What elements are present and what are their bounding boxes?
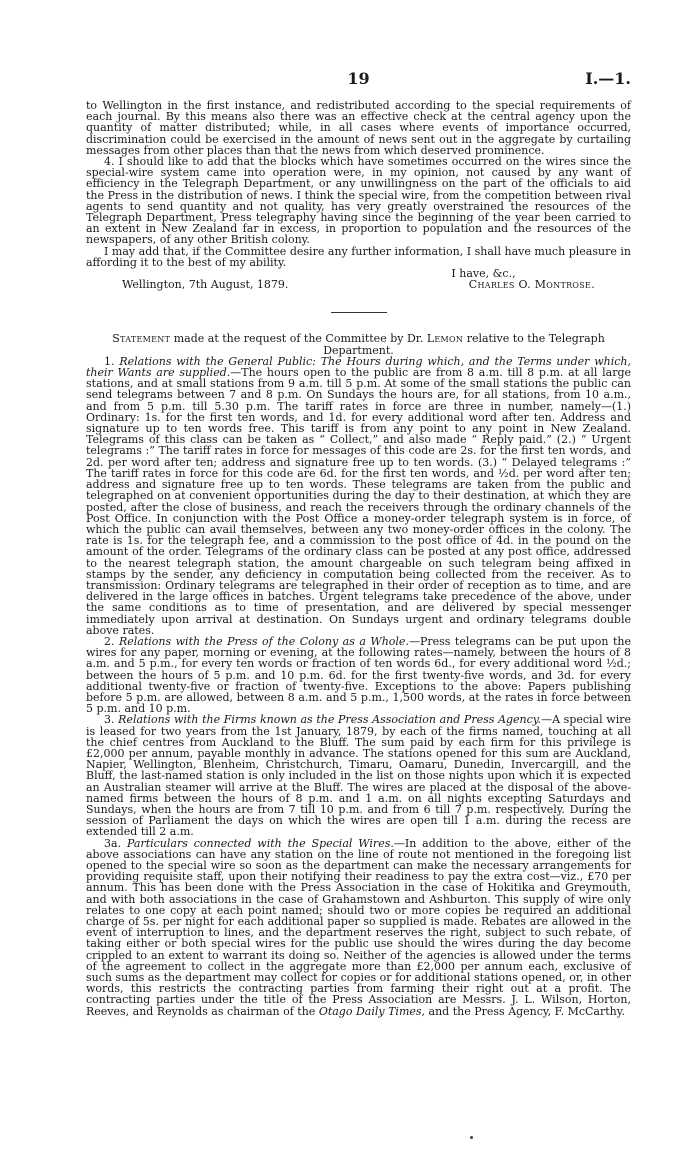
newspaper-title: Otago Daily Times xyxy=(318,1004,422,1018)
letter-paragraph-closing: I may add that, if the Committee desire any further information, I shall have much pleasure in affording it to the best of my ability. xyxy=(86,244,631,269)
section-1-heading: Relations with the General Public: The Hours during which, and the Terms under which, their Wants are supplied. xyxy=(86,354,631,380)
letter-paragraph-4: 4. I should like to add that the blocks which have sometimes occurred on the wires since the special-wire system came into operation were, in my opinion, not caused by any want of efficiency in the Telegraph Department, or any unwillingness on the part of the officials to aid the Press in the distribution of news. I think the special wire, from the competition between rival agents to send quantity and not quality, has very greatly overstrained the resources of the Telegraph Department, Press telegraphy having since the beginning of the year been carried to an extent in New Zealand far in excess, in proportion to population and the resources of the newspapers, of any other British colony. xyxy=(86,155,631,247)
statement-section-3: 3. Relations with the Firms known as the Press Association and Press Agency.—A special wire is leased for two years from the 1st January, 1879, by each of the firms named, touching at all the chief centres from Auckland to the Bluff. The sum paid by each firm for this privilege is £2,000 per annum, payable monthly in advance. The stations opened for this sum are Auckland, Napier, Wellington, Blenheim, Christchurch, Timaru, Oamaru, Dunedin, Invercargill, and the Bluff, the last-named station is only included in the list on those nights upon which it is expected an Australian steamer will arrive at the Bluff. The wires are placed at the disposal of the above-named firms between the hours of 8 p.m. and 1 a.m. on all nights excepting Saturdays and Sundays, when the hours are from 7 till 10 p.m. and from 6 till 7 p.m. respectively. During the session of Parliament the days on which the wires are open till 1 a.m. during the recess are extended till 2 a.m. xyxy=(86,713,631,839)
letter-signature-line xyxy=(86,279,631,290)
document-reference: I.—1. xyxy=(585,69,631,88)
page-mark xyxy=(470,1136,473,1139)
statement-author: Lemon xyxy=(426,332,464,346)
section-3a-heading: Particulars connected with the Special Wires. xyxy=(126,836,394,850)
statement-title: Statement made at the request of the Committee by Dr. Lemon relative to the Telegraph Department. xyxy=(112,332,605,357)
letter-closing: I have, &c., xyxy=(451,267,516,281)
statement-section-3a: 3a. Particulars connected with the Special Wires.—In addition to the above, either of the above associations can have any station on the line of route not mentioned in the foregoing list opened to the special wire so soon as the department can make the necessary arrangements for providing requisite staff, upon their notifying their readiness to pay the extra cost—viz., £70 per annum. This has been done with the Press Association in the case of Hokitika and Greymouth, and with both associations in the case of Grahamstown and Ashburton. This supply of wire only relates to one copy at each point named; should two or more copies be required an additional charge of 5s. per night for each additional paper so supplied is made. Rebates are allowed in the event of interruption to lines, and the department reserves the right, subject to such rebate, of taking either or both special wires for the public use should the wires during the day become crippled to an extent to warrant its doing so. Neither of the agencies is allowed under the terms of the agreement to collect in the aggregate more than £2,000 per annum each, exclusive of such sums as the department may collect for copies or for additional stations opened, or, in other words, this restricts the contracting parties from farming their right out at a profit. The contracting parties under the title of the Press Association are Messrs. J. L. Wilson, Horton, Reeves, and Reynolds as chairman of the Otago Daily Times, and the Press Agency, F. McCarthy. xyxy=(86,836,631,1018)
section-2-heading: Relations with the Press of the Colony as a Whole. xyxy=(118,634,409,648)
statement-section-2: 2. Relations with the Press of the Colony as a Whole.—Press telegrams can be put upon the wires for any paper, morning or evening, at the following rates—namely, between the hours of 8 a.m. and 5 p.m., for every ten words or fraction of ten words 6d., for every additional word ½d.; between the hours of 5 p.m. and 10 p.m. 6d. for the first twenty-five words, and 3d. for every additional twenty-five or fraction of twenty-five. Exceptions to the above: Papers publishing before 5 p.m. are allowed, between 8 a.m. and 5 p.m., 1,500 words, at the rates in force between 5 p.m. and 10 p.m. xyxy=(86,634,631,716)
page-header xyxy=(86,70,631,88)
statement-section-1: 1. Relations with the General Public: The Hours during which, and the Terms under which, their Wants are supplied.—The hours open to the public are from 8 a.m. till 8 p.m. at all large stations, and at small stations from 9 a.m. till 5 p.m. At some of the small stations the public can send telegrams between 7 and 8 p.m. On Sundays the hours are, for all stations, from 10 a.m., and from 5 p.m. till 5.30 p.m. The tariff rates in force are three in number, namely—(1.) Ordinary: 1s. for the first ten words, and 1d. for every additional word after ten. Address and signature up to ten words free. This tariff is from any point to any point in New Zealand. Telegrams of this class can be taken as “ Collect,” and also made “ Reply paid.” (2.) “ Urgent telegrams :” The tariff rates in force for messages of this code are 2s. for the first ten words, and 2d. per word after ten; address and signature free up to ten words. (3.) “ Delayed telegrams :” The tariff rates in force for this code are 6d. for the first ten words, and ½d. per word after ten; address and signature free up to ten words. These telegrams are taken from the public and telegraphed on at convenient opportunities during the day to their destination, at which they are posted, after the close of business, and reach the receivers through the ordinary channels of the Post Office. In conjunction with the Post Office a money-order telegraph system is in force, of which the public can avail themselves, between any two money-order offices in the colony. The rate is 1s. for the telegraph fee, and a commission to the post office of 4d. in the pound on the amount of the order. Telegrams of the ordinary class can be posted at any post office, addressed to the nearest telegraph station, the amount chargeable on such telegram being affixed in stamps by the sender, any deficiency in computation being collected from the receiver. As to transmission: Ordinary telegrams are telegraphed in their order of reception as to time, and are delivered in the large offices in batches. Urgent telegrams take precedence of the above, under the same conditions as to time of presentation, and are delivered by special messenger immediately upon arrival at destination. On Sundays urgent and ordinary telegrams double above rates. xyxy=(86,354,632,637)
section-divider xyxy=(331,312,387,313)
letter-paragraph-continuation: to Wellington in the first instance, and redistributed according to the special requirements of each journal. By this means also there was an effective check at the central agency upon the quantity of matter distributed; while, in all cases where events of importance occurred, discrimination could be exercised in the amount of news sent out in the aggregate by curtailing messages from other places than that the news from which deserved prominence. xyxy=(86,99,631,157)
letter-place-date: Wellington, 7th August, 1879. xyxy=(122,278,289,292)
page-number: 19 xyxy=(347,69,370,88)
page-body xyxy=(86,100,631,1017)
letter-signature: Charles O. Montrose. xyxy=(468,278,595,292)
statement-title-lead: Statement xyxy=(112,332,171,346)
section-3-heading: Relations with the Firms known as the Press Association and Press Agency. xyxy=(118,713,542,727)
